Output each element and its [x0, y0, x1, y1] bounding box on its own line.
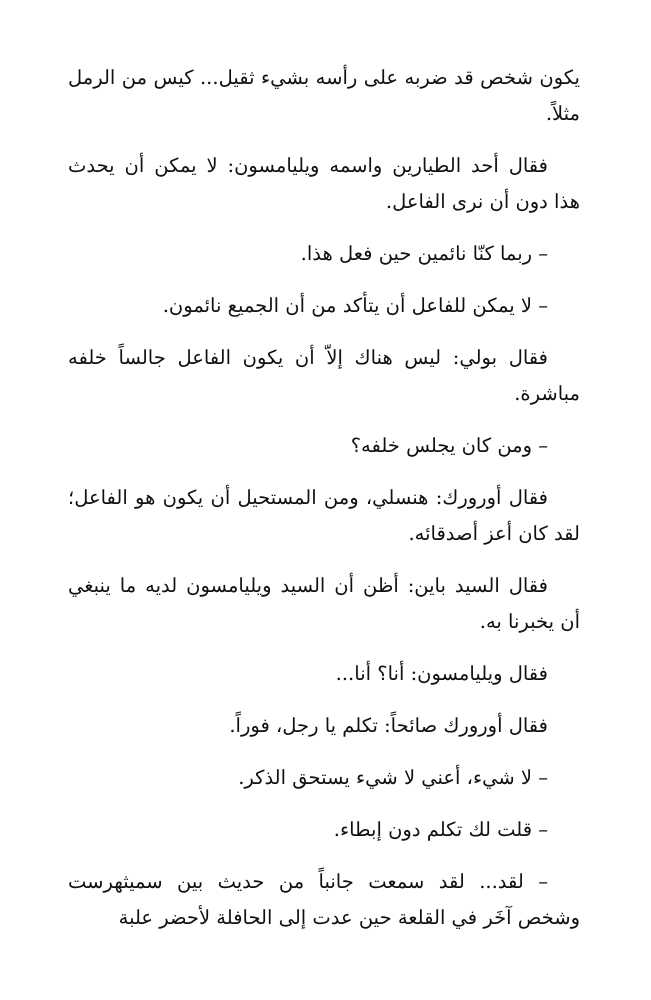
paragraph-13: – لقد... لقد سمعت جانباً من حديث بين سميثهرست وشخص آخَر في القلعة حين عدت إلى الحافلة لأحضر علبة — [68, 870, 580, 929]
paragraph-8: فقال السيد باين: أظن أن السيد ويليامسون لديه ما ينبغي أن يخبرنا به. — [68, 574, 580, 633]
paragraph-7: فقال أورورك: هنسلي، ومن المستحيل أن يكون هو الفاعل؛ لقد كان أعز أصدقائه. — [68, 486, 580, 545]
paragraph-1: يكون شخص قد ضربه على رأسه بشيء ثقيل... كيس من الرمل مثلاً. — [68, 66, 580, 125]
page-text — [68, 60, 580, 936]
paragraph-9: فقال ويليامسون: أنا؟ أنا... — [335, 662, 548, 685]
paragraph-10: فقال أورورك صائحاً: تكلم يا رجل، فوراً. — [229, 714, 548, 737]
paragraph-4: – لا يمكن للفاعل أن يتأكد من أن الجميع نائمون. — [162, 294, 548, 317]
paragraph-3: – ربما كنّا نائمين حين فعل هذا. — [300, 242, 548, 265]
paragraph-12: – قلت لك تكلم دون إبطاء. — [333, 818, 548, 841]
paragraph-5: فقال بولي: ليس هناك إلاّ أن يكون الفاعل جالساً خلفه مباشرة. — [68, 346, 580, 405]
paragraph-6: – ومن كان يجلس خلفه؟ — [350, 434, 548, 457]
paragraph-2: فقال أحد الطيارين واسمه ويليامسون: لا يمكن أن يحدث هذا دون أن نرى الفاعل. — [68, 154, 580, 213]
paragraph-11: – لا شيء، أعني لا شيء يستحق الذكر. — [238, 766, 548, 789]
